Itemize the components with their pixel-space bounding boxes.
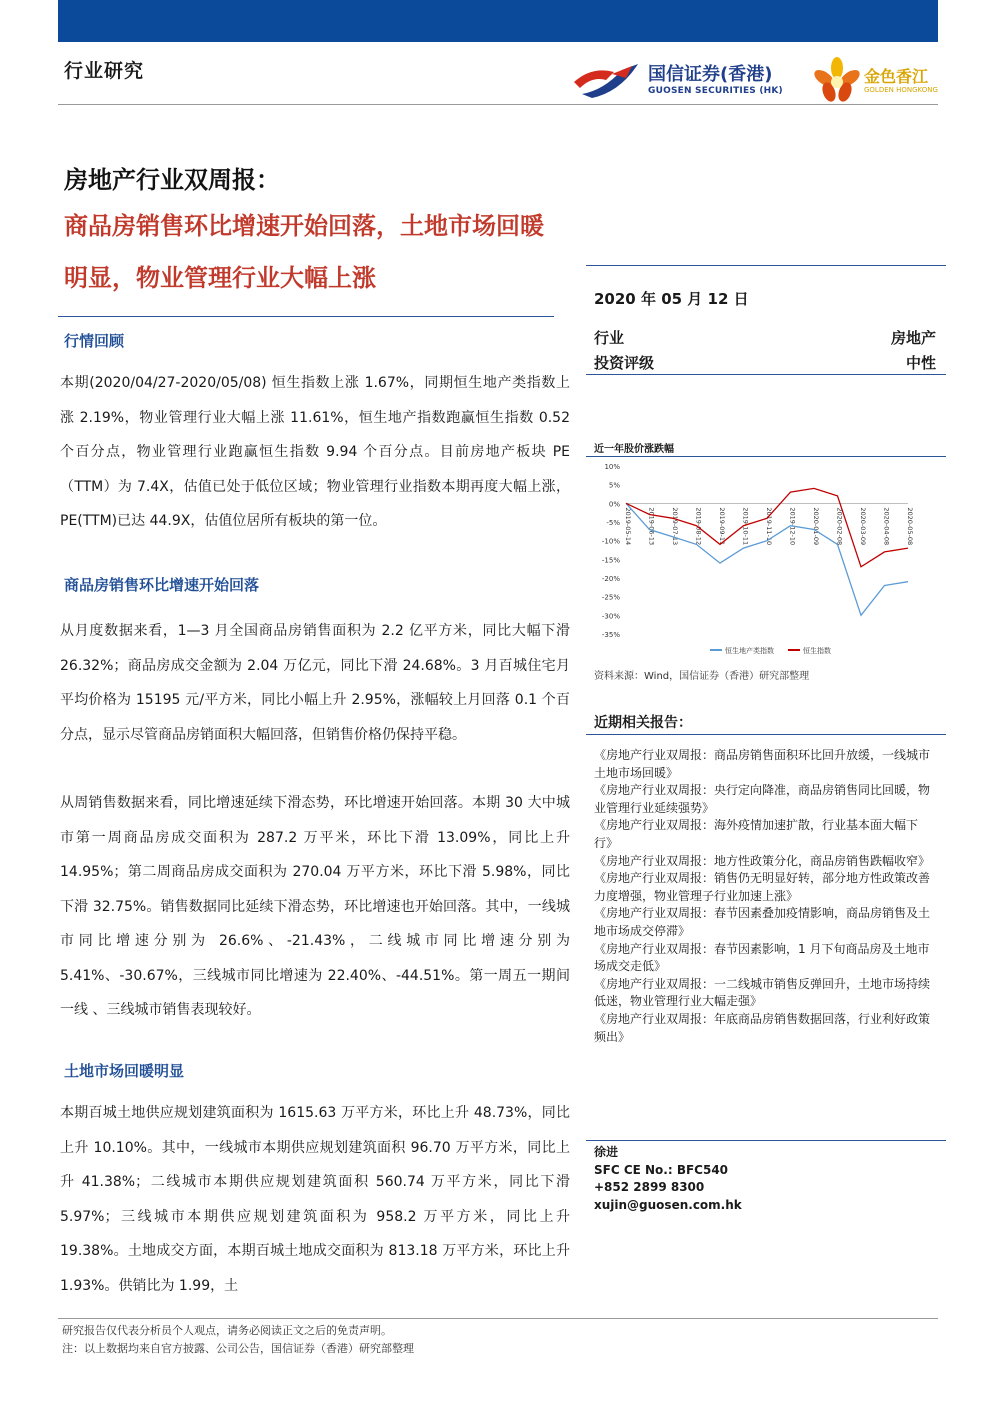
paragraph-sales-weekly: 从周销售数据来看，同比增速延续下滑态势，环比增速开始回落。本期 30 大中城市第一周商品房成交面积为 287.2 万平米，环比下滑 13.09%，同比上升 14.95%；第二周商品房成交面积为 270.04 万平方米，环比下滑 5.98%，同比下滑 32.75%。销售数据同比延续下滑态势，环比增速也开始回落。其中，一线城市同比增速分别为 26.6%、-21.43%，二线城市同比增速分别为 5.41%、-30.67%，三线城市同比增速为 22.40%、-44.51%。第一周五一期间一线 、三线城市销售表现较好。 <box>60 795 570 1018</box>
related-report-item[interactable]: 《房地产行业双周报：地方性政策分化，商品房销售跌幅收窄》 <box>594 853 931 868</box>
golden-flower-icon <box>812 56 862 104</box>
y-tick-label: -25% <box>601 593 620 602</box>
industry-value: 房地产 <box>890 329 936 347</box>
top-banner <box>58 0 938 42</box>
x-tick-label: 2019-06-13 <box>647 507 656 546</box>
x-tick-label: 2019-05-14 <box>624 507 632 546</box>
price-change-chart <box>590 458 940 662</box>
section-heading-sales: 商品房销售环比增速开始回落 <box>64 576 260 594</box>
y-tick-label: 10% <box>604 463 620 471</box>
contact-divider <box>586 1140 946 1141</box>
related-report-item[interactable]: 《房地产行业双周报：销售仍无明显好转，部分地方性政策改善力度增强，物业管理子行业加速上涨》 <box>594 871 931 903</box>
analyst-phone: +852 2899 8300 <box>594 1180 705 1194</box>
footer-divider <box>58 1318 938 1319</box>
x-tick-label: 2019-11-10 <box>765 507 773 546</box>
y-tick-label: -5% <box>606 519 620 527</box>
paragraph-sales-monthly: 从月度数据来看，1—3 月全国商品房销售面积为 2.2 亿平方米，同比大幅下滑 26.32%；商品房成交金额为 2.04 万亿元，同比下滑 24.68%。3 月百城住宅月平均价格为 15195 元/平方米，同比小幅上升 2.95%，涨幅较上月回落 0.1 个百分点，显示尽管商品房销面积大幅回落，但销售价格仍保持平稳。 <box>60 623 570 743</box>
y-tick-label: 5% <box>608 481 620 490</box>
x-tick-label: 2019-07-13 <box>671 507 679 546</box>
footer-note: 注：以上数据均来自官方披露、公司公告，国信证券（香港）研究部整理 <box>62 1342 414 1355</box>
guosen-logo <box>572 58 802 106</box>
x-tick-label: 2020-05-08 <box>906 507 914 546</box>
rating-divider <box>586 374 946 375</box>
x-tick-label: 2020-01-09 <box>812 507 820 546</box>
industry-label: 行业 <box>594 329 625 347</box>
x-tick-label: 2020-02-08 <box>835 507 844 546</box>
related-reports-title: 近期相关报告： <box>594 715 692 731</box>
y-tick-label: -15% <box>601 556 620 565</box>
related-reports-divider <box>586 734 946 735</box>
analyst-name: 徐进 <box>594 1145 619 1159</box>
chart-title: 近一年股价涨跌幅 <box>594 444 674 455</box>
report-subtitle: 商品房销售环比增速开始回落，土地市场回暖明显，物业管理行业大幅上涨 <box>64 211 544 292</box>
sidebar-top-divider <box>586 265 946 266</box>
section-heading-land: 土地市场回暖明显 <box>64 1062 185 1080</box>
y-tick-label: -10% <box>601 537 620 546</box>
y-tick-label: -20% <box>601 575 620 583</box>
golden-logo-en: GOLDEN HONGKONG <box>864 86 938 94</box>
rating-label: 投资评级 <box>594 354 655 372</box>
related-report-item[interactable]: 《房地产行业双周报：一二线城市销售反弹回升，土地市场持续低迷，物业管理行业大幅走强》 <box>594 976 931 1009</box>
guosen-logo-en: GUOSEN SECURITIES (HK) <box>648 86 783 96</box>
legend-label-1: 恒生指数 <box>803 647 831 655</box>
rating-value: 中性 <box>905 354 936 372</box>
golden-logo-cn: 金色香江 <box>864 67 929 86</box>
title-divider <box>58 316 554 317</box>
x-tick-label: 2020-03-09 <box>859 507 867 546</box>
guosen-logo-cn: 国信证券(香港) <box>648 64 773 85</box>
paragraph-market-review: 本期(2020/04/27-2020/05/08) 恒生指数上涨 1.67%，同期恒生地产类指数上涨 2.19%，物业管理行业大幅上涨 11.61%，恒生地产指数跑赢恒生指数 0.52 个百分点，物业管理行业跑赢恒生指数 9.94 个百分点。目前房地产板块 PE（TTM）为 7.4X，估值已处于低位区域；物业管理行业指数本期再度大幅上涨，PE(TTM)已达 44.9X，估值位居所有板块的第一位。 <box>60 375 570 529</box>
x-tick-label: 2019-09-11 <box>718 507 726 546</box>
footer <box>62 1322 414 1358</box>
y-tick-label: -30% <box>601 612 620 621</box>
x-tick-label: 2019-08-12 <box>694 507 703 546</box>
report-title: 房地产行业双周报： <box>64 165 280 194</box>
header-divider <box>58 104 938 105</box>
guosen-logo-mark-icon <box>572 60 642 100</box>
x-tick-label: 2019-12-10 <box>788 507 797 546</box>
x-tick-label: 2019-10-11 <box>741 507 750 546</box>
related-report-item[interactable]: 《房地产行业双周报：商品房销售面积环比回升放缓，一线城市土地市场回暖》 <box>594 748 931 780</box>
analyst-contact <box>594 1144 742 1214</box>
rating-row <box>594 352 936 373</box>
golden-hongkong-logo <box>812 56 942 104</box>
y-tick-label: -35% <box>601 631 620 639</box>
paragraph-land: 本期百城土地供应规划建筑面积为 1615.63 万平方米，环比上升 48.73%，同比上升 10.10%。其中，一线城市本期供应规划建筑面积 96.70 万平方米，同比上升 41.38%；二线城市本期供应规划建筑面积 560.74 万平方米，同比下滑 5.97%；三线城市本期供应规划建筑面积为 958.2 万平方米，同比上升 19.38%。土地成交方面，本期百城土地成交面积为 813.18 万平方米，环比上升 1.93%。供销比为 1.99，土 <box>60 1105 570 1294</box>
related-reports-list <box>594 747 934 1046</box>
report-date: 2020 年 05 月 12 日 <box>594 290 749 308</box>
chart-source: 资料来源：Wind，国信证券（香港）研究部整理 <box>594 671 810 682</box>
section-heading-market-review: 行情回顾 <box>64 332 125 350</box>
x-tick-label: 2020-04-08 <box>882 507 891 546</box>
related-report-item[interactable]: 《房地产行业双周报：年底商品房销售数据回落，行业利好政策频出》 <box>594 1011 931 1044</box>
legend-label-0: 恒生地产类指数 <box>725 647 774 655</box>
related-report-item[interactable]: 《房地产行业双周报：央行定向降准，商品房销售同比回暖，物业管理行业延续强势》 <box>594 783 931 815</box>
y-tick-label: 0% <box>608 500 620 509</box>
footer-disclaimer: 研究报告仅代表分析员个人观点，请务必阅读正文之后的免责声明。 <box>62 1324 392 1337</box>
industry-row <box>594 327 936 348</box>
related-report-item[interactable]: 《房地产行业双周报：春节因素影响，1 月下旬商品房及土地市场成交走低》 <box>594 941 930 974</box>
related-report-item[interactable]: 《房地产行业双周报：春节因素叠加疫情影响，商品房销售及土地市场成交停滞》 <box>594 906 931 938</box>
report-category: 行业研究 <box>64 60 145 82</box>
chart-title-divider <box>586 456 946 457</box>
related-report-item[interactable]: 《房地产行业双周报：海外疫情加速扩散，行业基本面大幅下行》 <box>594 818 919 850</box>
analyst-email[interactable]: xujin@guosen.com.hk <box>594 1197 742 1212</box>
analyst-sfc: SFC CE No.: BFC540 <box>594 1162 729 1177</box>
